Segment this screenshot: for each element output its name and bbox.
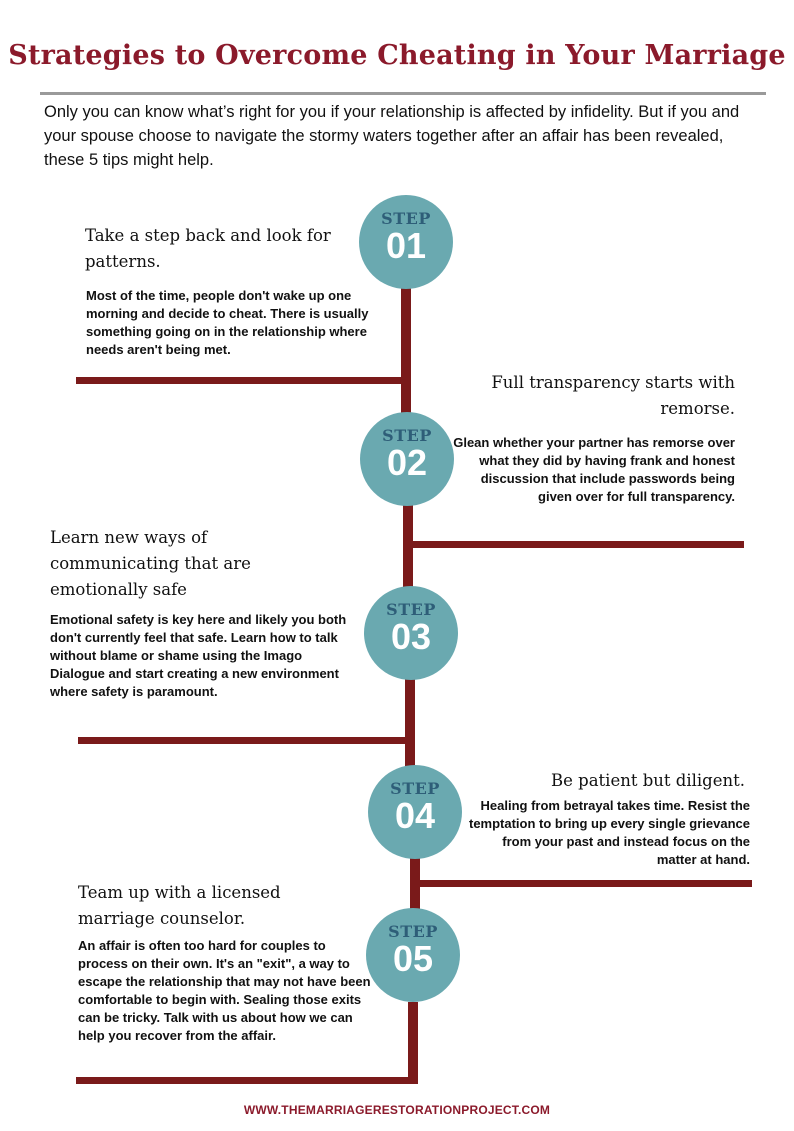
step-number: 05	[392, 938, 434, 979]
timeline-branch-1	[76, 377, 406, 384]
step-badge-05	[366, 908, 460, 1002]
step-number: 02	[386, 442, 428, 483]
step-03-body: Emotional safety is key here and likely you both don't currently feel that safe. Learn how to talk without blame or shame using the Imago Dialogue and start creating a new environment where safety is paramount.	[50, 612, 347, 699]
step-02-title: Full transparency starts with remorse.	[491, 373, 735, 418]
website-url[interactable]: WWW.THEMARRIAGERESTORATIONPROJECT.COM	[243, 1103, 551, 1117]
timeline-segment-5	[408, 1002, 418, 1084]
step-label: STEP	[382, 426, 432, 445]
step-badge-04	[368, 765, 462, 859]
step-badge-02	[360, 412, 454, 506]
step-number: 01	[385, 225, 427, 266]
title-divider	[40, 92, 766, 95]
step-number: 04	[394, 795, 436, 836]
step-04-body: Healing from betrayal takes time. Resist the temptation to bring up every single grievance from your past and instead focus on the matter at hand.	[468, 798, 750, 867]
step-03-title: Learn new ways of communicating that are emotionally safe	[50, 528, 251, 599]
step-number: 03	[390, 616, 432, 657]
step-02-body: Glean whether your partner has remorse over what they did by having frank and honest discussion that include passwords being given over for full transparency.	[453, 435, 735, 504]
step-badge-01	[359, 195, 453, 289]
step-05-body: An affair is often too hard for couples to process on their own. It's an "exit", a way to escape the relationship that may not have been comfortable to begin with. Sealing those exits can be tricky. Talk with us about how we can help you recover from the affair.	[78, 938, 371, 1043]
step-badge-03	[364, 586, 458, 680]
step-label: STEP	[390, 779, 440, 798]
timeline-segment-1	[401, 282, 411, 424]
timeline-branch-5	[76, 1077, 416, 1084]
step-05-title: Team up with a licensed marriage counselor.	[78, 883, 281, 928]
step-01-body: Most of the time, people don't wake up one morning and decide to cheat. There is usually something going on in the relationship where needs aren't being met.	[86, 288, 369, 357]
timeline-branch-2	[408, 541, 744, 548]
step-label: STEP	[388, 922, 438, 941]
timeline-branch-4	[414, 880, 752, 887]
intro-text: Only you can know what’s right for you if your relationship is affected by infidelity. But if you and your spouse choose to navigate the stormy waters together after an affair has been revealed, these 5 tips might help.	[44, 103, 740, 169]
step-04-title: Be patient but diligent.	[551, 771, 745, 790]
step-label: STEP	[381, 209, 431, 228]
timeline-branch-3	[78, 737, 410, 744]
page-title: Strategies to Overcome Cheating in Your Marriage	[8, 40, 786, 71]
step-label: STEP	[386, 600, 436, 619]
step-01-title: Take a step back and look for patterns.	[85, 226, 331, 271]
